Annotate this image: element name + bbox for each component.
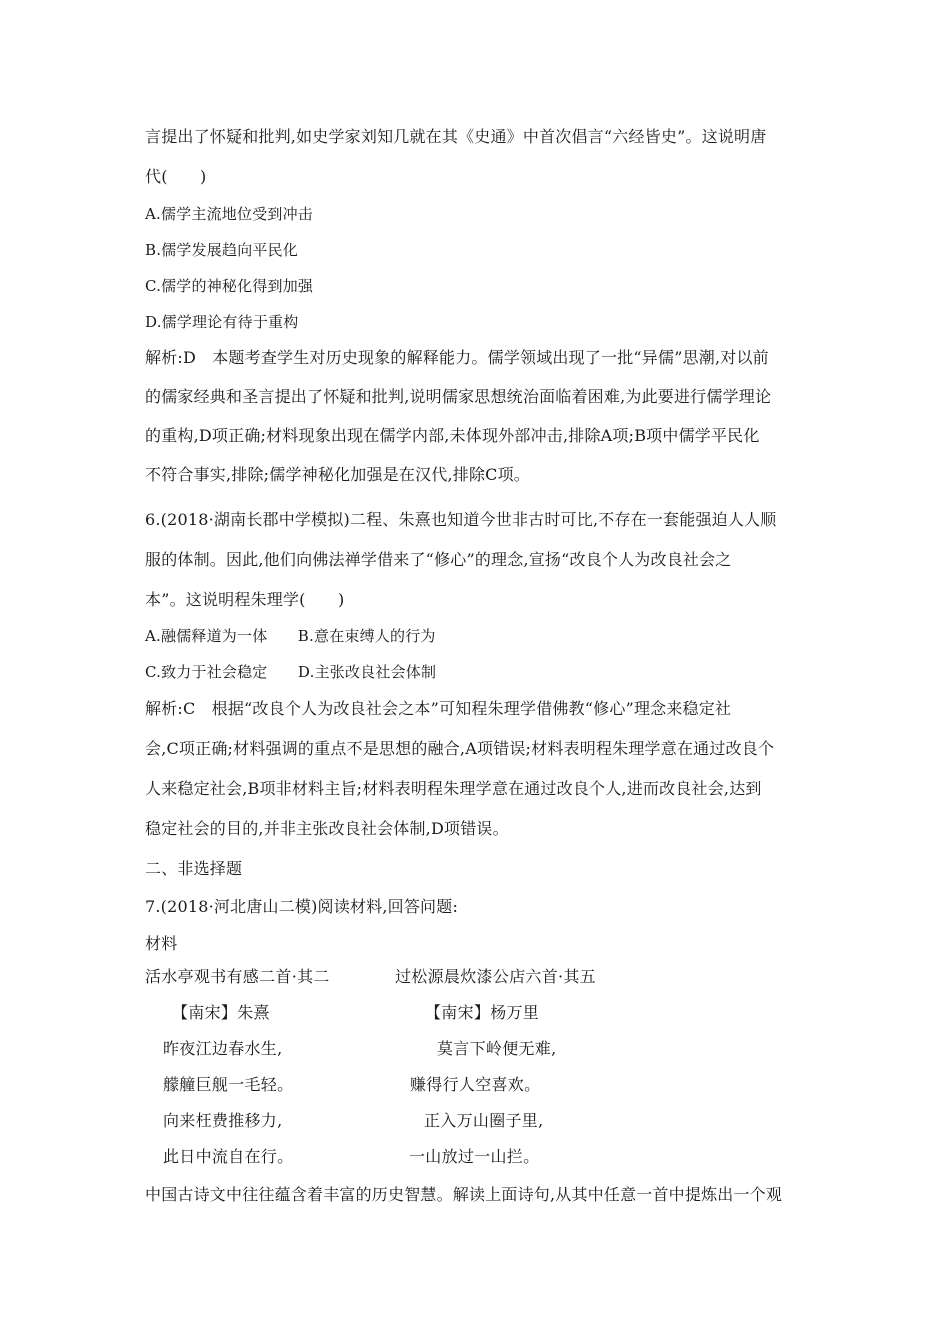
q6-analysis-line-2: 会,C项正确;材料强调的重点不是思想的融合,A项错误;材料表明程朱理学意在通过改良个 — [145, 739, 775, 758]
q6-options-line-2: C.致力于社会稳定 D.主张改良社会体制 — [145, 663, 437, 681]
q5-stem-line-2: 代( ) — [145, 167, 207, 186]
q5-analysis-line-1: 解析:D 本题考查学生对历史现象的解释能力。儒学领域出现了一批“异儒”思潮,对以前 — [145, 348, 769, 367]
poem-right-title: 过松源晨炊漆公店六首·其五 — [395, 967, 596, 986]
poem-left-line: 艨艟巨舰一毛轻。 — [163, 1075, 294, 1094]
q6-analysis-line-4: 稳定社会的目的,并非主张改良社会体制,D项错误。 — [145, 819, 509, 838]
q6-stem-line-1: 6.(2018·湖南长郡中学模拟)二程、朱熹也知道今世非古时可比,不存在一套能强迫人人顺 — [145, 510, 777, 529]
q5-stem-line-1: 言提出了怀疑和批判,如史学家刘知几就在其《史通》中首次倡言“六经皆史”。这说明唐 — [145, 127, 767, 146]
q6-analysis-line-3: 人来稳定社会,B项非材料主旨;材料表明程朱理学意在通过改良个人,进而改良社会,达到 — [145, 779, 762, 798]
q6-stem-line-3: 本”。这说明程朱理学( ) — [145, 590, 345, 609]
q6-analysis-line-1: 解析:C 根据“改良个人为改良社会之本”可知程朱理学借佛教“修心”理念来稳定社 — [145, 699, 732, 718]
q5-option-d: D.儒学理论有待于重构 — [145, 313, 299, 331]
q5-analysis-line-4: 不符合事实,排除;儒学神秘化加强是在汉代,排除C项。 — [145, 465, 531, 484]
q7-material-label: 材料 — [145, 934, 178, 953]
q5-analysis-line-3: 的重构,D项正确;材料现象出现在儒学内部,未体现外部冲击,排除A项;B项中儒学平民化 — [145, 426, 760, 445]
poem-right-line: 正入万山圈子里, — [424, 1111, 544, 1130]
q7-prompt: 中国古诗文中往往蕴含着丰富的历史智慧。解读上面诗句,从其中任意一首中提炼出一个观 — [145, 1185, 783, 1204]
q5-option-b: B.儒学发展趋向平民化 — [145, 241, 298, 259]
poem-left-line: 向来枉费推移力, — [163, 1111, 283, 1130]
poem-right-author: 【南宋】杨万里 — [425, 1003, 540, 1022]
poem-left-line: 昨夜江边春水生, — [163, 1039, 283, 1058]
q6-stem-line-2: 服的体制。因此,他们向佛法禅学借来了“修心”的理念,宣扬“改良个人为改良社会之 — [145, 550, 732, 569]
q5-option-a: A.儒学主流地位受到冲击 — [145, 205, 314, 223]
poem-left-author: 【南宋】朱熹 — [172, 1003, 270, 1022]
poem-right-line: 一山放过一山拦。 — [409, 1147, 540, 1166]
q5-analysis-line-2: 的儒家经典和圣言提出了怀疑和批判,说明儒家思想统治面临着困难,为此要进行儒学理论 — [145, 387, 772, 406]
poem-left-title: 活水亭观书有感二首·其二 — [145, 967, 330, 986]
poem-left-line: 此日中流自在行。 — [163, 1147, 294, 1166]
section-title: 二、非选择题 — [145, 859, 243, 878]
q7-stem: 7.(2018·河北唐山二模)阅读材料,回答问题: — [145, 897, 459, 916]
q6-options-line-1: A.融儒释道为一体 B.意在束缚人的行为 — [145, 627, 436, 645]
poem-right-line: 莫言下岭便无难, — [437, 1039, 557, 1058]
poem-right-line: 赚得行人空喜欢。 — [410, 1075, 541, 1094]
q5-option-c: C.儒学的神秘化得到加强 — [145, 277, 314, 295]
